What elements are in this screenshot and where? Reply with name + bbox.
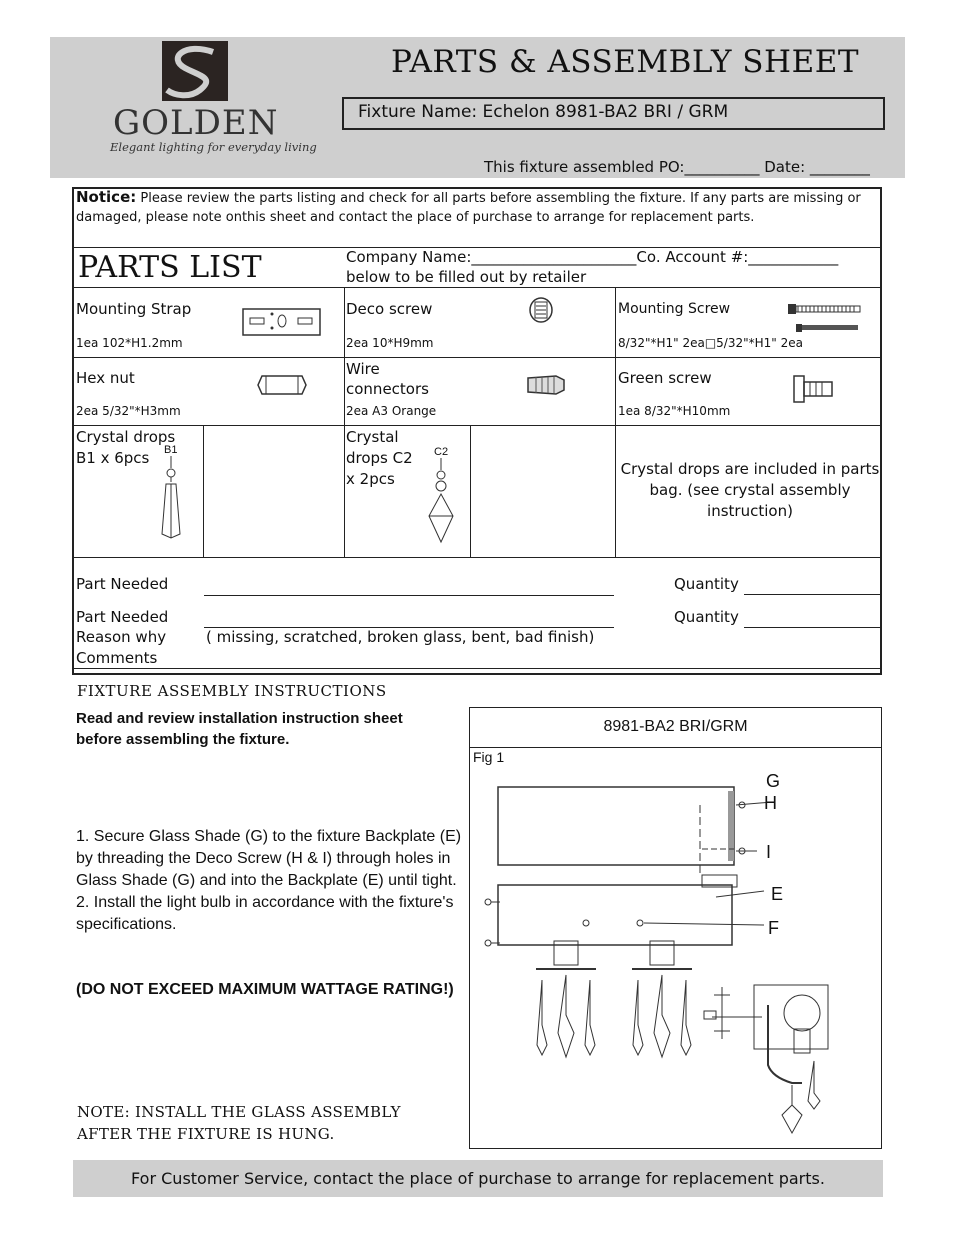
hex-nut-icon	[256, 374, 308, 396]
notice-text	[76, 188, 866, 227]
company-account-line: Company Name:______________________Co. Account #:____________	[346, 248, 839, 266]
wire-connector-icon	[526, 374, 566, 396]
quantity-line-2[interactable]	[744, 627, 882, 628]
mounting-strap-icon	[242, 306, 322, 338]
quantity-label-1: Quantity	[674, 575, 739, 593]
reason-options: ( missing, scratched, broken glass, bent, bad finish)	[206, 628, 595, 646]
install-note: NOTE: INSTALL THE GLASS ASSEMBLY AFTER THE FIXTURE IS HUNG.	[77, 1103, 401, 1143]
logo-tagline: Elegant lighting for everyday living	[110, 140, 317, 154]
mounting-screw-icon	[786, 300, 866, 336]
part-name-hex-nut: Hex nut	[76, 369, 135, 387]
read-instructions: Read and review installation instruction sheet before assembling the fixture.	[76, 710, 403, 748]
parts-list-title: PARTS LIST	[78, 250, 262, 285]
label-f: F	[768, 918, 779, 938]
comments-label: Comments	[76, 649, 158, 667]
instructions-heading: FIXTURE ASSEMBLY INSTRUCTIONS	[77, 682, 387, 700]
part-needed-line-1[interactable]	[204, 595, 614, 596]
part-name-mounting-screw: Mounting Screw	[618, 301, 731, 317]
label-e: E	[771, 884, 784, 904]
company-line	[346, 247, 838, 287]
step-2: 2. Install the light bulb in accordance with the fixture's specifications.	[76, 894, 454, 933]
crystal-c2-tag: C2	[434, 446, 449, 458]
retailer-line: below to be filled out by retailer	[346, 268, 587, 286]
crystal-note: Crystal drops are included in parts bag. (see crystal assembly instruction)	[620, 460, 880, 520]
figure-title: 8981-BA2 BRI/GRM	[469, 707, 882, 748]
customer-service-footer: For Customer Service, contact the place of purchase to arrange for replacement parts.	[73, 1160, 883, 1197]
crystal-c2-icon	[420, 458, 464, 546]
deco-screw-icon	[528, 296, 554, 324]
part-detail-deco-screw: 2ea 10*H9mm	[346, 336, 434, 350]
assembly-steps	[76, 826, 470, 936]
figure-label: Fig 1	[473, 749, 505, 765]
part-needed-label-1: Part Needed	[76, 575, 169, 593]
part-name-deco-screw: Deco screw	[346, 300, 433, 318]
part-detail-green-screw: 1ea 8/32"*H10mm	[618, 404, 731, 418]
quantity-line-1[interactable]	[744, 594, 882, 595]
quantity-label-2: Quantity	[674, 608, 739, 626]
crystal-b1-icon	[150, 456, 190, 540]
comments-line[interactable]	[72, 668, 882, 669]
notice-body: Please review the parts listing and check for all parts before assembling the fixture. If any parts are missing or damaged, please note onthis sheet and contact the place of purchase to arrange for replacement parts.	[76, 191, 861, 225]
page-title: PARTS & ASSEMBLY SHEET	[391, 44, 860, 80]
notice-label: Notice:	[76, 188, 137, 206]
crystal-b1-label: Crystal drops B1 x 6pcs	[76, 428, 176, 467]
fixture-name-box	[342, 97, 885, 130]
part-detail-mounting-screw: 8/32"*H1" 2ea□5/32"*H1" 2ea	[618, 336, 803, 350]
label-i: I	[766, 842, 772, 862]
logo-name: GOLDEN	[113, 103, 279, 143]
wattage-warning: (DO NOT EXCEED MAXIMUM WATTAGE RATING!)	[76, 981, 454, 998]
crystal-b1-tag: B1	[164, 444, 178, 456]
reason-label: Reason why	[76, 628, 167, 646]
part-name-mounting-strap: Mounting Strap	[76, 300, 192, 318]
part-name-wire-connectors: Wire connectors	[346, 360, 429, 398]
crystal-c2-label: Crystal drops C2 x 2pcs	[346, 428, 413, 488]
green-screw-icon	[790, 372, 836, 406]
part-detail-hex-nut: 2ea 5/32"*H3mm	[76, 404, 181, 418]
fixture-name: Fixture Name: Echelon 8981-BA2 BRI / GRM	[358, 102, 729, 122]
fixture-diagram	[472, 765, 877, 1145]
step-1: 1. Secure Glass Shade (G) to the fixture Backplate (E) by threading the Deco Screw (H & I) through holes in Glass Shade (G) and into the Backplate (E) until tight.	[76, 828, 462, 889]
assembled-po-line: This fixture assembled PO:__________ Date: ________	[484, 158, 870, 176]
part-name-green-screw: Green screw	[618, 369, 712, 387]
part-needed-label-2: Part Needed	[76, 608, 169, 626]
label-h: H	[764, 793, 777, 813]
part-detail-mounting-strap: 1ea 102*H1.2mm	[76, 336, 183, 350]
label-g: G	[766, 771, 781, 791]
part-detail-wire-connectors: 2ea A3 Orange	[346, 404, 437, 418]
